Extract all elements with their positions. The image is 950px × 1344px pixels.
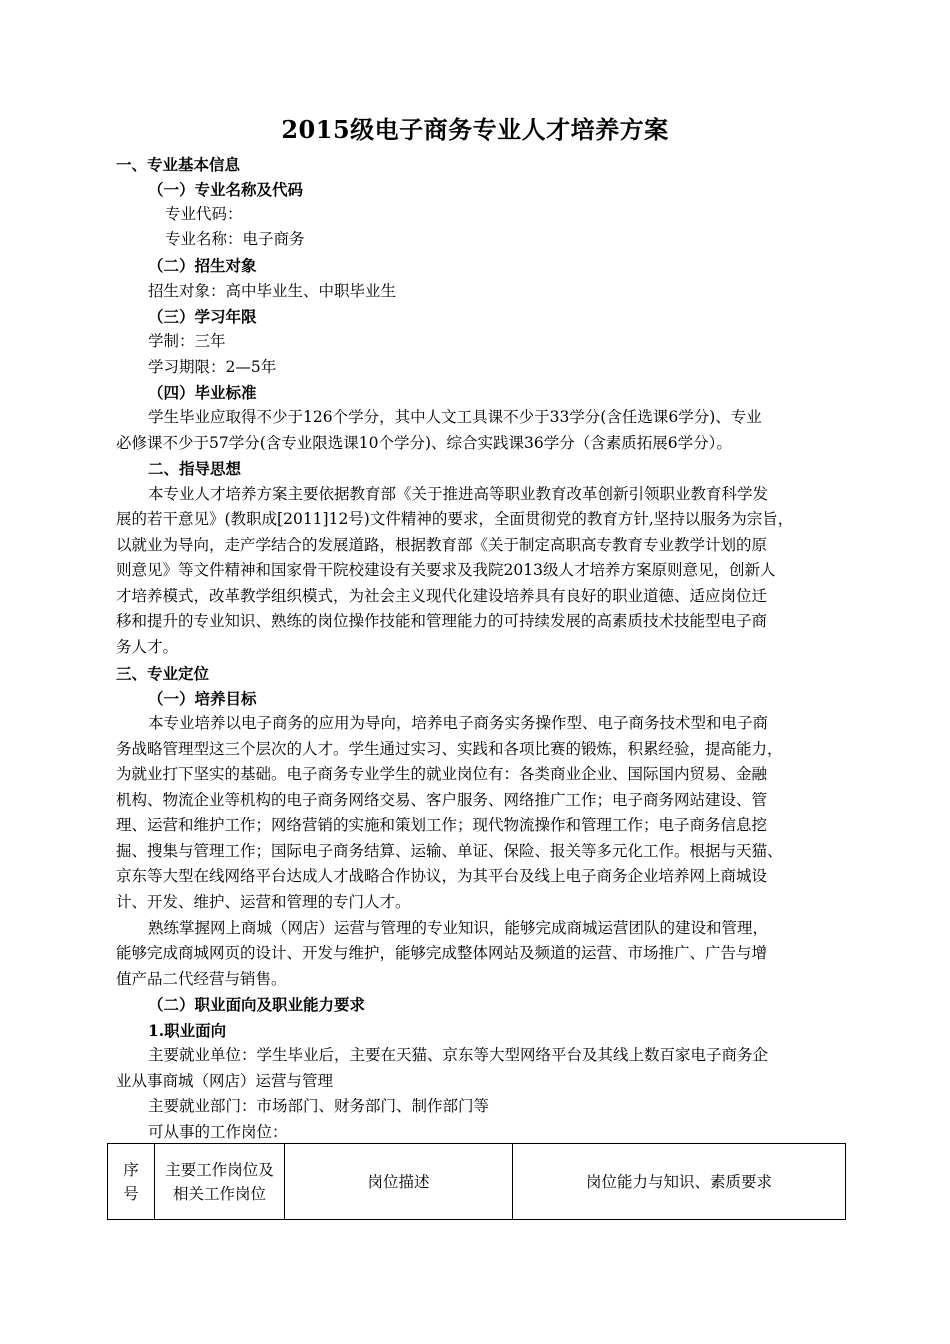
paragraph-line: 主要就业部门：市场部门、财务部门、制作部门等 xyxy=(148,1097,490,1115)
section-heading: （三）学习年限 xyxy=(148,307,257,326)
paragraph-line: 以就业为导向，走产学结合的发展道路，根据教育部《关于制定高职高专教育专业教学计划的原 xyxy=(116,536,768,554)
header-cell-description: 岗位描述 xyxy=(285,1144,513,1220)
paragraph-line: 为就业打下坚实的基础。电子商务专业学生的就业岗位有：各类商业企业、国际国内贸易、金融 xyxy=(116,765,768,783)
paragraph-line: 招生对象：高中毕业生、中职毕业生 xyxy=(148,282,397,300)
paragraph-line: 掘、搜集与管理工作；国际电子商务结算、运输、单证、保险、报关等多元化工作。根据与天猫、 xyxy=(116,842,783,860)
job-positions-table xyxy=(107,1143,846,1220)
paragraph-line: 才培养模式，改革教学组织模式，为社会主义现代化建设培养具有良好的职业道德、适应岗位迁 xyxy=(116,587,768,605)
section-heading: 二、指导思想 xyxy=(148,459,242,478)
paragraph-line: 业从事商城（网店）运营与管理 xyxy=(116,1072,334,1090)
paragraph-line: 学习期限：2—5年 xyxy=(148,358,277,376)
paragraph-line: 学生毕业应取得不少于126个学分，其中人文工具课不少于33学分(含任选课6学分)、专业 xyxy=(148,408,762,426)
section-heading: （一）培养目标 xyxy=(148,689,257,708)
paragraph-line: 专业代码： xyxy=(165,205,243,223)
section-heading: （二）招生对象 xyxy=(148,256,257,275)
table-header-row xyxy=(108,1144,846,1220)
paragraph-line: 则意见》等文件精神和国家骨干院校建设有关要求及我院2013级人才培养方案原则意见，创新人 xyxy=(116,561,776,579)
header-cell-position: 主要工作岗位及相关工作岗位 xyxy=(155,1144,285,1220)
paragraph-line: 熟练掌握网上商城（网店）运营与管理的专业知识，能够完成商城运营团队的建设和管理， xyxy=(148,919,769,937)
paragraph-line: 移和提升的专业知识、熟练的岗位操作技能和管理能力的可持续发展的高素质技术技能型电子商 xyxy=(116,612,768,630)
section-heading: （一）专业名称及代码 xyxy=(148,180,304,199)
paragraph-line: 专业名称：电子商务 xyxy=(165,230,305,248)
paragraph-line: 务战略管理型这三个层次的人才。学生通过实习、实践和各项比赛的锻炼，积累经验，提高能力， xyxy=(116,740,783,758)
paragraph-line: 京东等大型在线网络平台达成人才战略合作协议，为其平台及线上电子商务企业培养网上商城设 xyxy=(116,867,768,885)
paragraph-line: 计、开发、维护、运营和管理的专门人才。 xyxy=(116,893,411,911)
paragraph-line: 可从事的工作岗位： xyxy=(148,1123,288,1141)
header-cell-index: 序号 xyxy=(108,1144,155,1220)
section-heading: 一、专业基本信息 xyxy=(116,155,241,174)
paragraph-line: 本专业培养以电子商务的应用为导向，培养电子商务实务操作型、电子商务技术型和电子商 xyxy=(148,714,769,732)
paragraph-line: 能够完成商城网页的设计、开发与维护，能够完成整体网站及频道的运营、市场推广、广告与增 xyxy=(116,944,768,962)
section-heading: （二）职业面向及职业能力要求 xyxy=(148,995,366,1014)
document-title: 2015级电子商务专业人才培养方案 xyxy=(281,115,669,144)
paragraph-line: 值产品二代经营与销售。 xyxy=(116,970,287,988)
section-heading: （四）毕业标准 xyxy=(148,383,257,402)
section-heading: 三、专业定位 xyxy=(116,664,210,683)
paragraph-line: 机构、物流企业等机构的电子商务网络交易、客户服务、网络推广工作；电子商务网站建设、管 xyxy=(116,791,768,809)
section-heading: 1.职业面向 xyxy=(148,1021,227,1040)
paragraph-line: 主要就业单位：学生毕业后，主要在天猫、京东等大型网络平台及其线上数百家电子商务企 xyxy=(148,1046,769,1064)
paragraph-line: 务人才。 xyxy=(116,638,179,656)
paragraph-line: 学制：三年 xyxy=(148,332,226,350)
paragraph-line: 必修课不少于57学分(含专业限选课10个学分)、综合实践课36学分（含素质拓展6学分）。 xyxy=(116,434,732,452)
paragraph-line: 本专业人才培养方案主要依据教育部《关于推进高等职业教育改革创新引领职业教育科学发 xyxy=(148,485,769,503)
paragraph-line: 理、运营和维护工作；网络营销的实施和策划工作；现代物流操作和管理工作；电子商务信息挖 xyxy=(116,816,768,834)
paragraph-line: 展的若干意见》(教职成[2011]12号)文件精神的要求，全面贯彻党的教育方针,坚持以服务为宗旨， xyxy=(116,510,794,528)
header-cell-requirements: 岗位能力与知识、素质要求 xyxy=(513,1144,846,1220)
